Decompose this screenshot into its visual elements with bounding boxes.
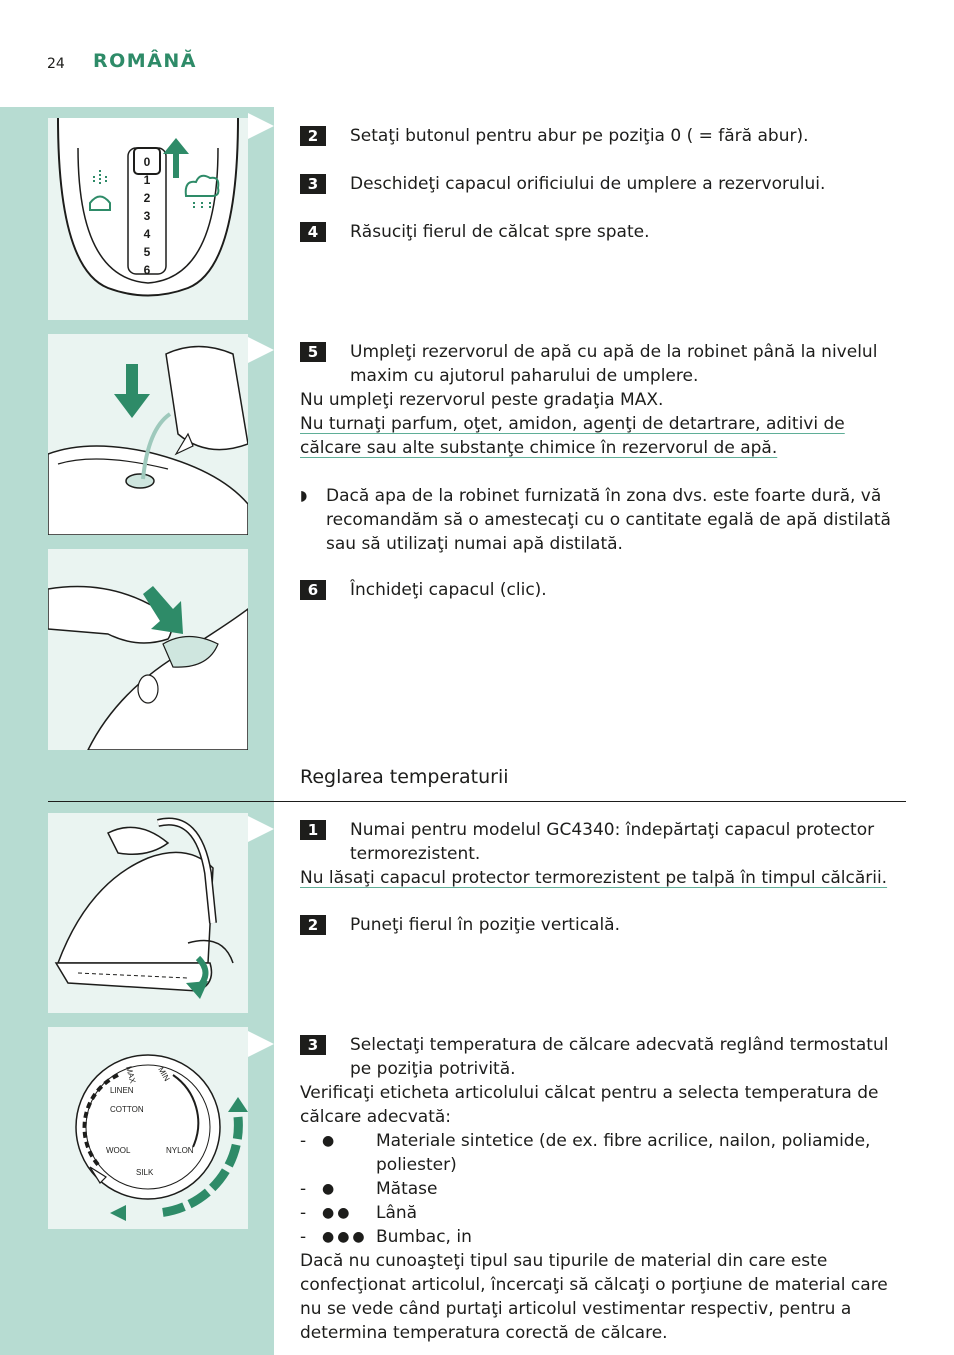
temp-step-1 <box>300 818 906 866</box>
step-number-badge: 3 <box>300 174 326 194</box>
dial-mark-5: 5 <box>143 245 151 259</box>
step-text: Puneţi fierul în poziţie verticală. <box>350 915 621 935</box>
step-number-badge: 2 <box>300 915 326 935</box>
thermostat-label-min: MIN <box>156 1065 172 1083</box>
temperature-dot-icon: ● <box>322 1181 338 1197</box>
step-number-badge: 4 <box>300 222 326 242</box>
fill-note-max: Nu umpleţi rezervorul peste gradaţia MAX. <box>300 390 664 410</box>
dial-mark-1: 1 <box>143 173 151 187</box>
thermostat-label-nylon: NYLON <box>166 1146 194 1155</box>
level-text: Bumbac, in <box>376 1227 472 1247</box>
step-number-badge: 5 <box>300 342 326 362</box>
fill-warning-chemicals <box>300 412 906 460</box>
thermostat-label-max: MAX <box>124 1065 138 1085</box>
tip-marker-icon: ◗ <box>300 488 308 504</box>
dial-mark-3: 3 <box>143 209 151 223</box>
step-number-badge: 1 <box>300 820 326 840</box>
step-text: Setaţi butonul pentru abur pe poziţia 0 ( = fără abur). <box>350 126 809 146</box>
closing-cap-illustration <box>48 549 248 750</box>
step-number-badge: 6 <box>300 580 326 600</box>
step-text: Deschideţi capacul orificiului de umplere a rezervorului. <box>350 174 826 194</box>
level-text: Mătase <box>376 1179 438 1199</box>
dial-mark-4: 4 <box>143 227 151 241</box>
thermostat-label-linen: LINEN <box>110 1086 134 1095</box>
step-number-badge: 2 <box>300 126 326 146</box>
list-dash: - <box>300 1179 307 1199</box>
level-text: Materiale sintetice (de ex. fibre acrilice, nailon, poliamide, poliester) <box>376 1131 871 1175</box>
step-text: Numai pentru modelul GC4340: îndepărtaţi capacul protector termorezistent. <box>350 820 875 864</box>
list-dash: - <box>300 1203 307 1223</box>
temp-step-3 <box>300 1033 906 1081</box>
list-dash: - <box>300 1131 307 1151</box>
arrow-down-icon <box>114 364 150 418</box>
steam-dial-illustration <box>48 118 248 320</box>
section-divider <box>48 801 906 802</box>
temp-warning-protector <box>300 866 906 890</box>
list-dash: - <box>300 1227 307 1247</box>
section-heading-temperature: Reglarea temperaturii <box>300 766 509 788</box>
dial-mark-6: 6 <box>143 263 151 277</box>
remove-protector-illustration <box>48 813 248 1013</box>
fill-step-5 <box>300 340 906 388</box>
fill-tip-hard-water: Dacă apa de la robinet furnizată în zona dvs. este foarte dură, vă recomandăm să o amestecaţi cu o cantitate egală de apă distilată sau să utilizaţi numai apă distilată. <box>326 486 891 554</box>
thermostat-label-wool: WOOL <box>106 1146 131 1155</box>
thermostat-dial-illustration <box>48 1027 248 1229</box>
step-text: Închideţi capacul (clic). <box>350 580 547 600</box>
temp-intro: Verificaţi eticheta articolului călcat pentru a selecta temperatura de călcare adecvată: <box>300 1083 879 1127</box>
level-text: Lână <box>376 1203 418 1223</box>
warning-text: Nu lăsaţi capacul protector termorezistent pe talpă în timpul călcării. <box>300 868 888 888</box>
thermostat-label-cotton: COTTON <box>110 1105 144 1114</box>
warning-text: Nu turnaţi parfum, oţet, amidon, agenţi de detartrare, aditivi de călcare sau alte substanţe chimice în rezervorul de apă. <box>300 414 845 458</box>
page-number: 24 <box>47 56 65 72</box>
temperature-dot-icon: ●● <box>322 1205 353 1221</box>
fill-step-4 <box>300 220 906 244</box>
temp-closing-advice: Dacă nu cunoaşteţi tipul sau tipurile de material din care este confecţionat articolul, încercaţi să călcaţi o porţiune de material care nu se vede când purtaţi articolul vestimentar respectiv, pentru a determina temperatura corectă de călcare. <box>300 1251 888 1343</box>
filling-water-illustration <box>48 334 248 535</box>
section-language-title: ROMÂNĂ <box>93 50 197 72</box>
step-text: Selectaţi temperatura de călcare adecvată reglând termostatul pe poziţia potrivită. <box>350 1035 889 1079</box>
step-text: Umpleţi rezervorul de apă cu apă de la robinet până la nivelul maxim cu ajutorul paharului de umplere. <box>350 342 878 386</box>
thermostat-label-silk: SILK <box>136 1168 154 1177</box>
dial-mark-2: 2 <box>143 191 151 205</box>
step-text: Răsuciţi fierul de călcat spre spate. <box>350 222 650 242</box>
fill-step-2 <box>300 124 906 148</box>
temp-step-2 <box>300 913 906 937</box>
temperature-dot-icon: ●●● <box>322 1229 368 1245</box>
fill-step-3 <box>300 172 906 196</box>
temperature-dot-icon: ● <box>322 1133 338 1149</box>
fill-step-6 <box>300 578 906 602</box>
dial-mark-0: 0 <box>143 155 151 169</box>
step-number-badge: 3 <box>300 1035 326 1055</box>
